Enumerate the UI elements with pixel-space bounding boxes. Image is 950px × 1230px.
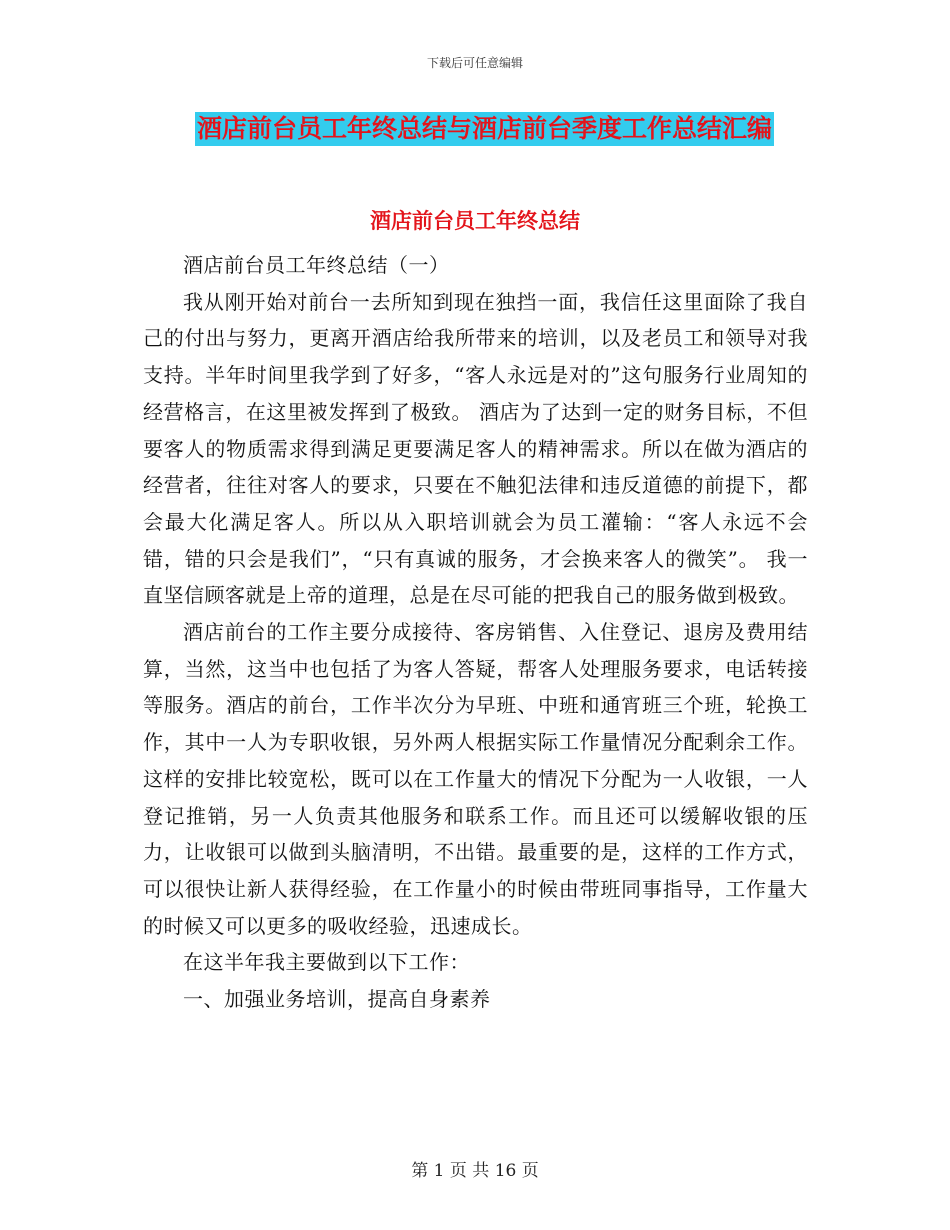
paragraph-heading: 一、加强业务培训，提高自身素养 xyxy=(183,987,491,1012)
page-number-footer: 第 1 页 共 16 页 xyxy=(411,1161,539,1181)
paragraph: 酒店前台的工作主要分成接待、客房销售、入住登记、退房及费用结算，当然，这当中也包括了为客人答疑，帮客人处理服务要求，电话转接等服务。酒店的前台，工作半次分为早班、中班和通宵班三个班，轮换工作，其中一人为专职收银，另外两人根据实际工作量情况分配剩余工作。这样的安排比较宽松，既可以在工作量大的情况下分配为一人收银，一人登记推销，另一人负责其他服务和联系工作。而且还可以缓解收银的压力，让收银可以做到头脑清明，不出错。最重要的是，这样的工作方式，可以很快让新人获得经验，在工作量小的时候由带班同事指导，工作量大的时候又可以更多的吸收经验，迅速成长。 xyxy=(143,620,808,938)
paragraph-subtitle: 酒店前台员工年终总结（一） xyxy=(183,253,450,277)
page-header-note: 下载后可任意编辑 xyxy=(426,56,523,70)
section-title: 酒店前台员工年终总结 xyxy=(370,209,580,233)
document-title: 酒店前台员工年终总结与酒店前台季度工作总结汇编 xyxy=(195,112,774,146)
paragraph: 在这半年我主要做到以下工作： xyxy=(183,950,470,975)
paragraph: 我从刚开始对前台一去所知到现在独挡一面，我信任这里面除了我自己的付出与努力，更离开酒店给我所带来的培训，以及老员工和领导对我支持。半年时间里我学到了好多，“客人永远是对的”这句服务行业周知的经营格言，在这里被发挥到了极致。 酒店为了达到一定的财务目标，不但要客人的物质需求得到满足更要满足客人的精神需求。所以在做为酒店的经营者，往往对客人的要求，只要在不触犯法律和违反道德的前提下，都会最大化满足客人。所以从入职培训就会为员工灌输：“客人永远不会错，错的只会是我们”，“只有真诚的服务，才会换来客人的微笑”。 我一直坚信顾客就是上帝的道理，总是在尽可能的把我自己的服务做到极致。 xyxy=(143,289,808,608)
body-text xyxy=(143,247,808,1018)
